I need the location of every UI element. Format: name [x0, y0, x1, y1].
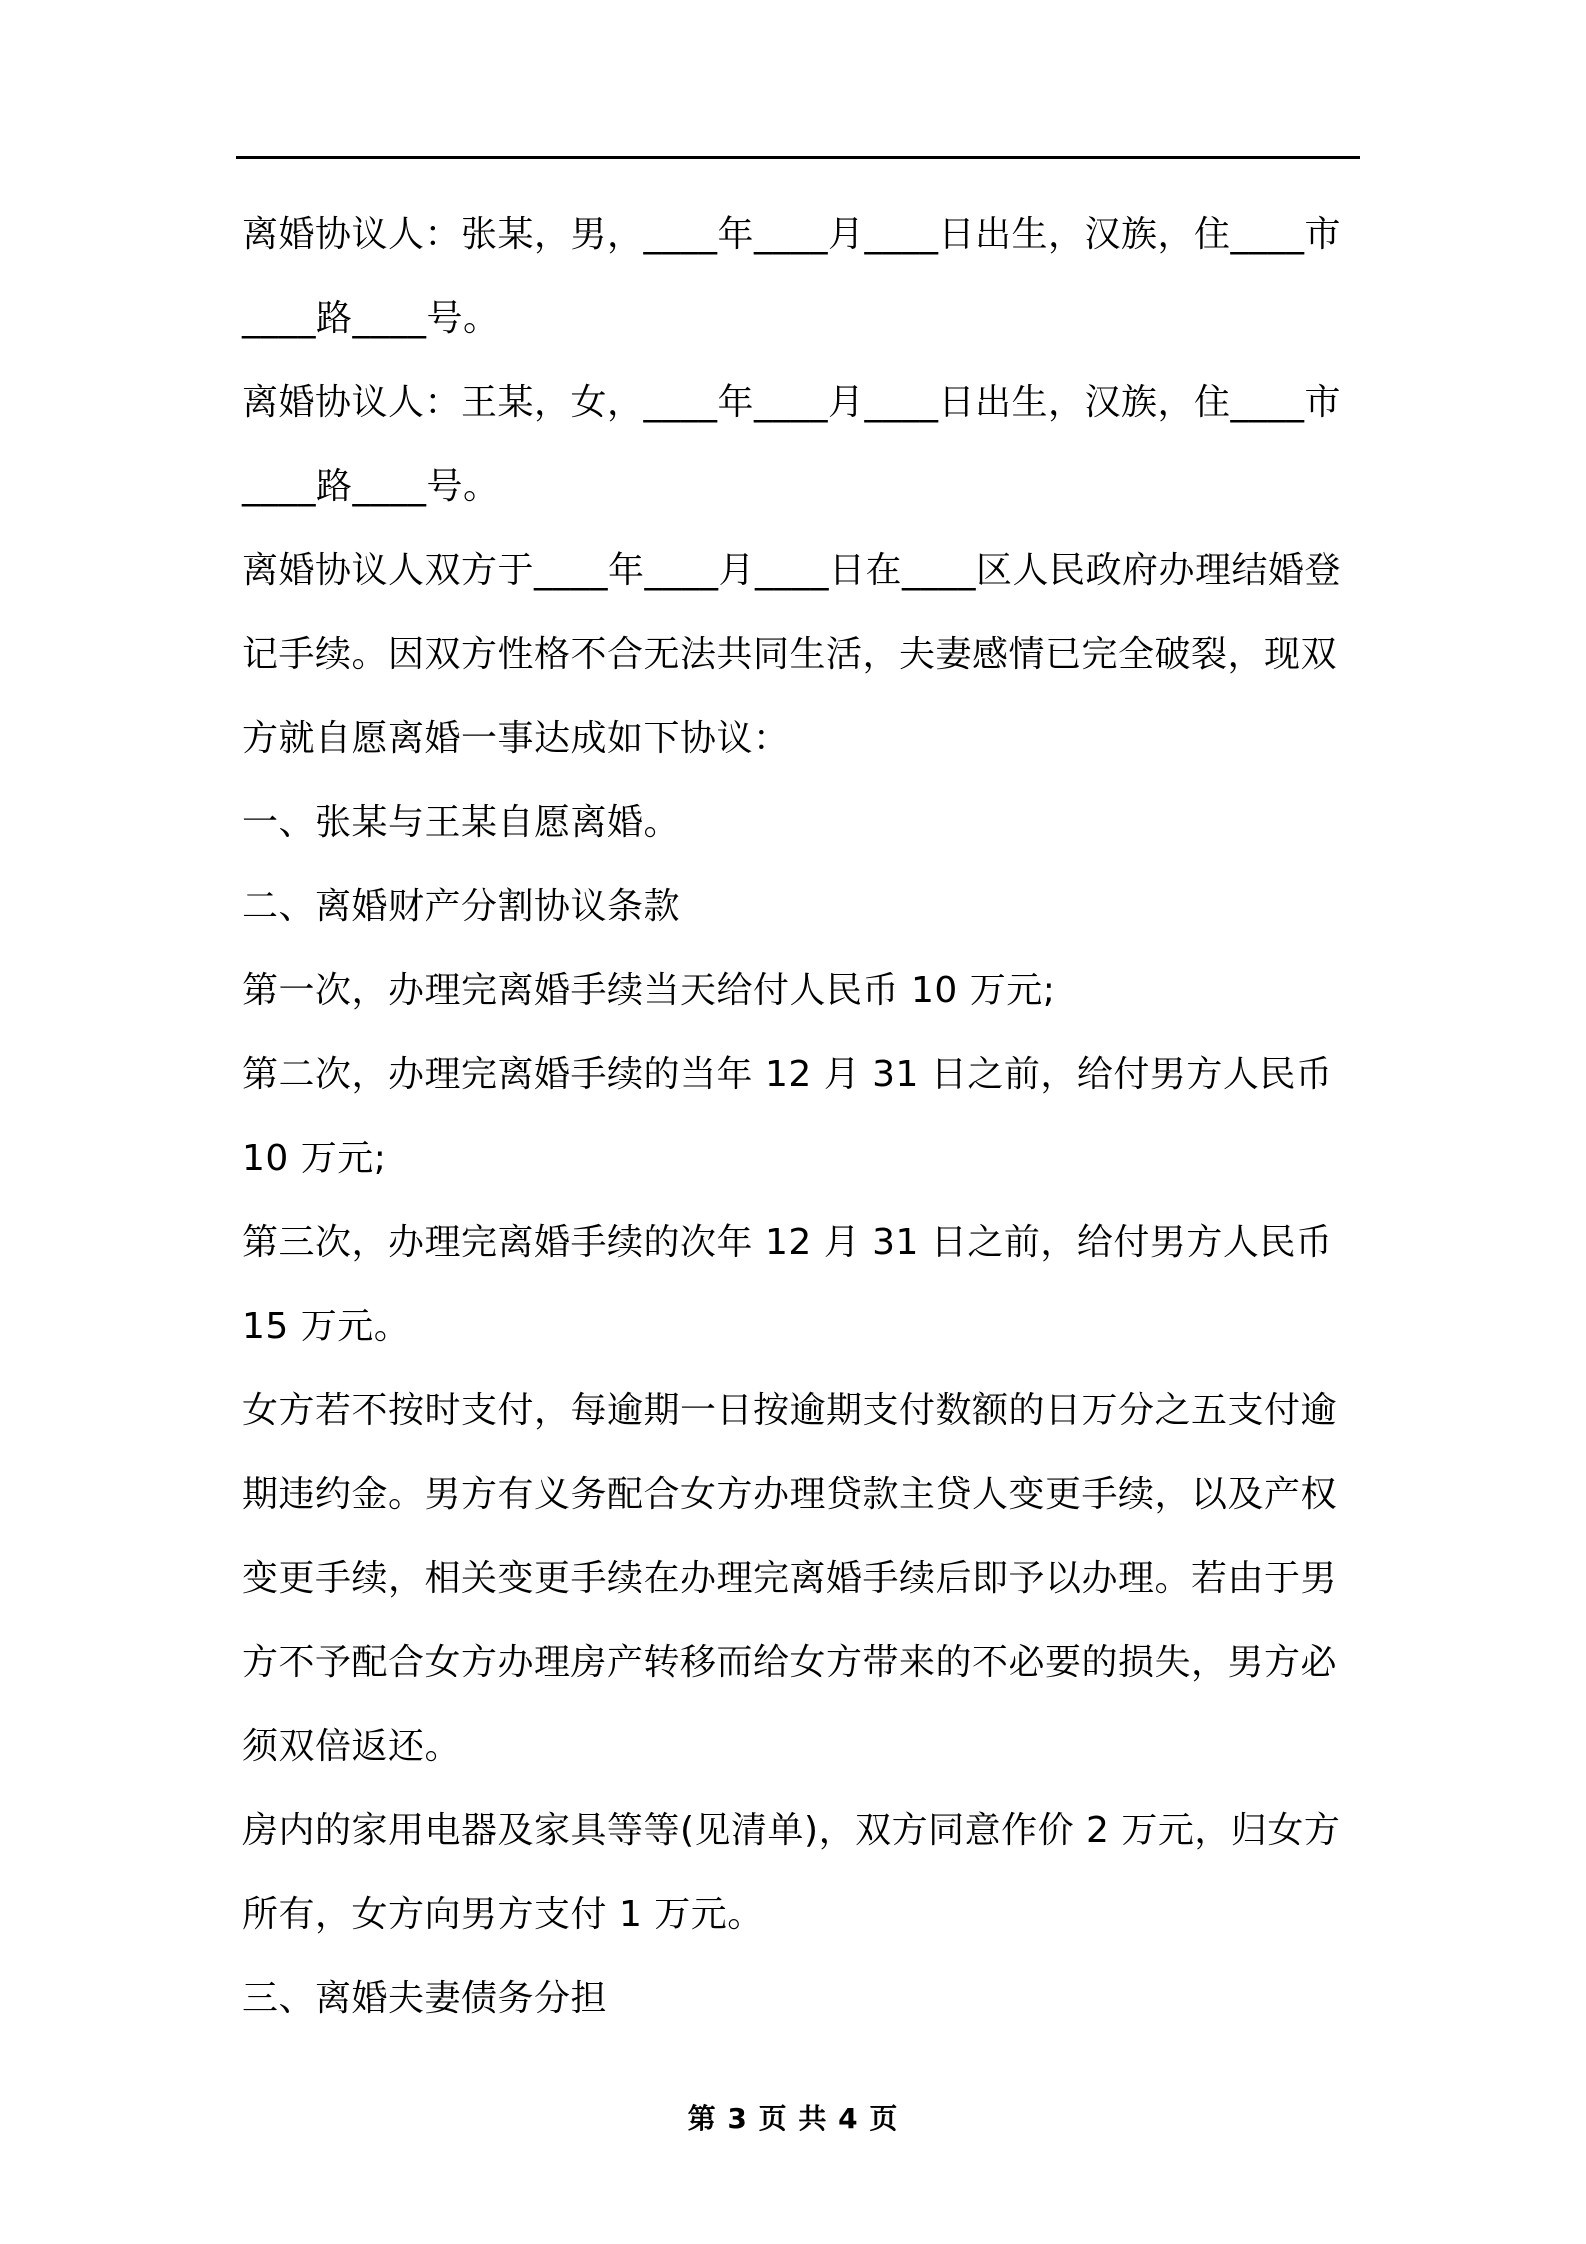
- payment-first-paragraph: 第一次，办理完离婚手续当天给付人民币 10 万元;: [242, 970, 1056, 1011]
- clause-three-heading: 三、离婚夫妻债务分担: [242, 1978, 608, 2019]
- payment-third-paragraph: 第三次，办理完离婚手续的次年 12 月 31 日之前，给付男方人民币 15 万元。: [242, 1222, 1333, 1347]
- late-payment-paragraph: 女方若不按时支付，每逾期一日按逾期支付数额的日万分之五支付逾期违约金。男方有义务配合女方办理贷款主贷人变更手续，以及产权变更手续，相关变更手续在办理完离婚手续后即予以办理。若由于男方不予配合女方办理房产转移而给女方带来的不必要的损失，男方必须双倍返还。: [242, 1390, 1338, 1767]
- clause-two-heading: 二、离婚财产分割协议条款: [242, 886, 681, 927]
- clause-one-heading: 一、张某与王某自愿离婚。: [242, 802, 681, 843]
- payment-second-paragraph: 第二次，办理完离婚手续的当年 12 月 31 日之前，给付男方人民币 10 万元;: [242, 1054, 1333, 1179]
- marriage-registration-paragraph: 离婚协议人双方于____年____月____日在____区人民政府办理结婚登记手续。因双方性格不合无法共同生活，夫妻感情已完全破裂，现双方就自愿离婚一事达成如下协议：: [242, 550, 1342, 759]
- page-number-footer: 第 3 页 共 4 页: [687, 2102, 899, 2135]
- document-body: [242, 193, 1362, 2041]
- party-female-paragraph: 离婚协议人：王某，女，____年____月____日出生，汉族，住____市____路____号。: [242, 382, 1342, 507]
- header-divider: [236, 156, 1360, 159]
- party-male-paragraph: 离婚协议人：张某，男，____年____月____日出生，汉族，住____市____路____号。: [242, 214, 1342, 339]
- household-items-paragraph: 房内的家用电器及家具等等(见清单)，双方同意作价 2 万元，归女方所有，女方向男方支付 1 万元。: [242, 1810, 1341, 1935]
